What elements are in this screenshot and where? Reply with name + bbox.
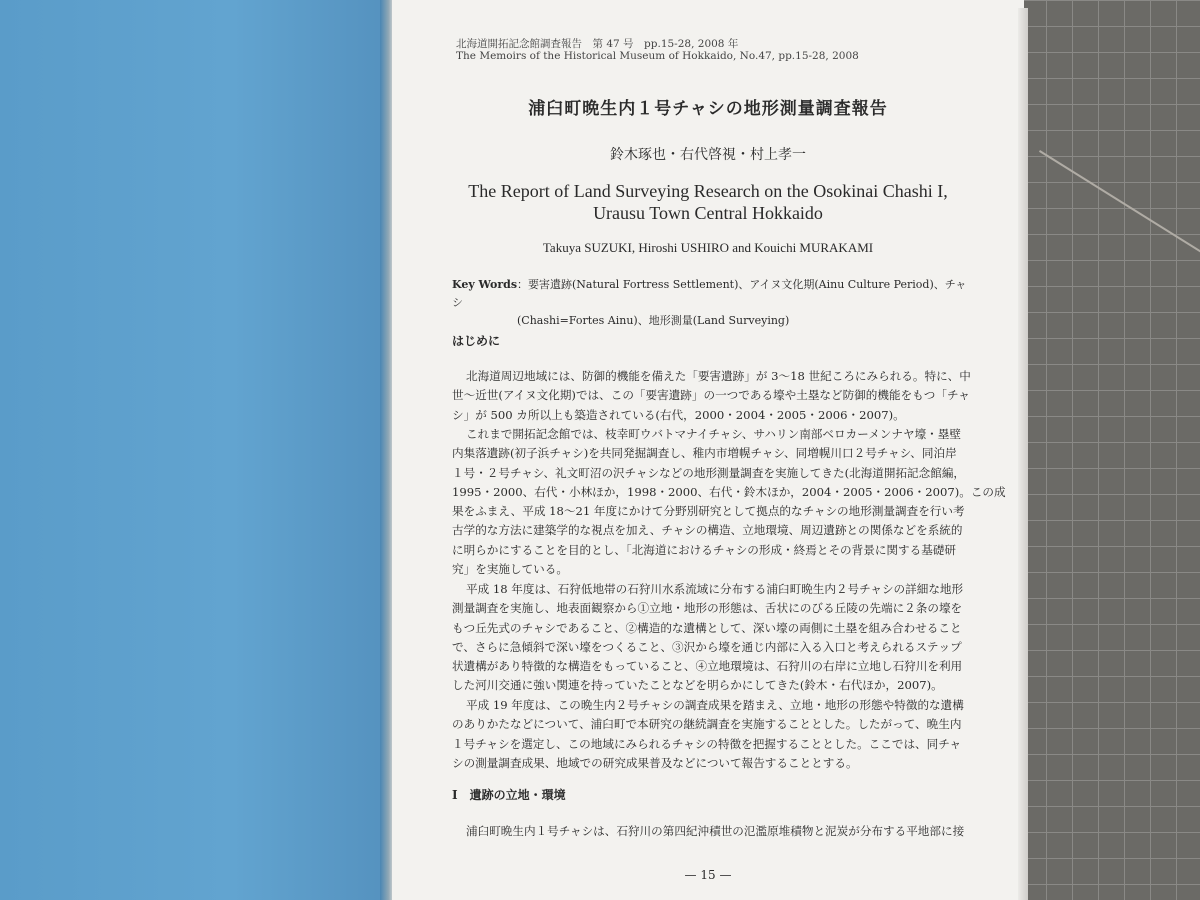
paragraph-line: １号チャシを選定し、この地域にみられるチャシの特徴を把握することとした。ここでは、同チャ [452,736,962,751]
paragraph-line: 果をふまえ、平成 18〜21 年度にかけて分野別研究として拠点的なチャシの地形測量調査を行い考 [452,504,965,519]
paragraph-line: 古学的な方法に建築学的な視点を加え、チャシの構造、立地環境、周辺遺跡との関係などを系統的 [452,523,963,538]
paragraph-line: シの測量調査成果、地域での研究成果普及などについて報告することとする。 [452,755,858,770]
paragraph-2 [452,425,1006,579]
authors-en: Takuya SUZUKI, Hiroshi USHIRO and Kouichi MURAKAMI [542,240,874,255]
paragraph-line: した河川交通に強い関連を持っていたことなどを明らかにしてきた(鈴木・右代ほか，2007)。 [452,678,943,693]
keywords-line1: ：要害遺跡(Natural Fortress Settlement)、アイヌ文化期(Ainu Culture Period)、チャシ [452,278,967,309]
keywords-label: Key Words [452,278,518,291]
paragraph-line: 1995・2000、右代・小林ほか，1998・2000、右代・鈴木ほか，2004・2005・2006・2007)。この成 [452,484,1006,499]
paragraph-line: 北海道周辺地域には、防御的機能を備えた「要害遺跡」が 3〜18 世紀ころにみられる。特に、中 [466,369,971,383]
section-1-text [452,822,982,841]
page-edge [1018,8,1028,900]
title-en-line2: Urausu Town Central Hokkaido [593,203,823,223]
title-en [392,180,1024,224]
intro-heading: はじめに [452,334,501,348]
paragraph-3 [452,580,982,696]
paragraph-line: 平成 18 年度は、石狩低地帯の石狩川水系流域に分布する浦臼町晩生内２号チャシの詳細な地形 [466,582,964,596]
paragraph-line: 浦臼町晩生内１号チャシは、石狩川の第四紀沖積世の氾濫原堆積物と泥炭が分布する平地部に接 [466,824,965,838]
blue-cover [0,0,386,900]
paragraph-line: 内集落遺跡(初子浜チャシ)を共同発掘調査し、稚内市増幌チャシ、同増幌川口２号チャシ、同泊岸 [452,446,957,461]
journal-header-jp: 北海道開拓記念館調査報告 第 47 号 pp.15-28, 2008 年 [456,38,739,50]
paragraph-line: に明らかにすることを目的とし、「北海道におけるチャシの形成・終焉とその背景に関する基礎研 [452,542,956,557]
authors-jp: 鈴木琢也・右代啓視・村上孝一 [610,147,806,163]
title-jp: 浦臼町晩生内１号チャシの地形測量調査報告 [528,99,888,119]
journal-header-en: The Memoirs of the Historical Museum of Hokkaido, No.47, pp.15-28, 2008 [456,50,859,62]
paragraph-line: のありかたなどについて、浦臼町で本研究の継続調査を実施することとした。したがって、晩生内 [452,717,962,732]
paragraph-line: 世〜近世(アイヌ文化期)では、この「要害遺跡」の一つである壕や土塁など防御的機能をもつ「チャ [452,388,970,403]
paragraph-1 [452,367,982,425]
paragraph-line: もつ丘先式のチャシであること、②構造的な遺構として、深い壕の両側に土塁を組み合わせること [452,620,962,635]
paragraph-4 [452,696,982,773]
title-en-line1: The Report of Land Surveying Research on the Osokinai Chashi I, [468,181,948,201]
keywords-line2: (Chashi=Fortes Ainu)、地形測量(Land Surveying) [517,314,790,327]
page-number: — 15 — [684,868,732,882]
cutting-mat [1020,0,1200,900]
paragraph-line: で、さらに急傾斜で深い壕をつくること、③沢から壕を通じ内部に入る入口と考えられるステップ [452,639,962,654]
document-page [392,0,1024,900]
keywords [452,276,972,330]
paragraph-line: 測量調査を実施し、地表面観察から①立地・地形の形態は、舌状にのびる丘陵の先端に２条の壕を [452,601,963,616]
paragraph-line: これまで開拓記念館では、枝幸町ウバトマナイチャシ、サハリン南部ベロカーメンナヤ壕・塁壁 [466,427,961,441]
paragraph-line: 平成 19 年度は、この晩生内２号チャシの調査成果を踏まえ、立地・地形の形態や特徴的な遺構 [466,698,964,712]
paragraph-line: 状遺構があり特徴的な構造をもっていること、④立地環境は、石狩川の右岸に立地し石狩川を利用 [452,659,963,674]
section-1-heading: Ⅰ 遺跡の立地・環境 [452,788,566,802]
paragraph-line: シ」が 500 カ所以上も築造されている(右代，2000・2004・2005・2006・2007)。 [452,407,905,422]
paragraph-line: １号・２号チャシ、礼文町沼の沢チャシなどの地形測量調査を実施してきた(北海道開拓記念館編， [452,465,966,480]
paragraph-line: 究」を実施している。 [452,562,568,577]
